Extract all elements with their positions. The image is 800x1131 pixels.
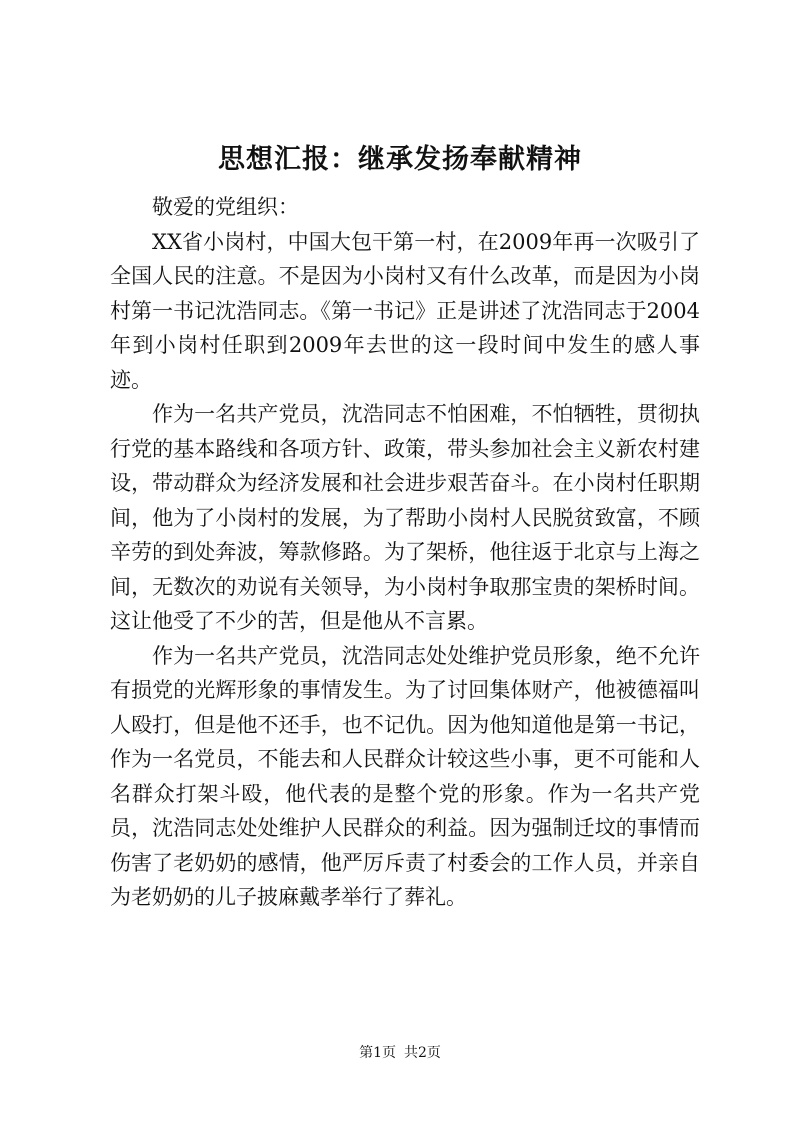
- paragraph-1: XX省小岗村，中国大包干第一村，在2009年再一次吸引了全国人民的注意。不是因为小岗村又有什么改革，而是因为小岗村第一书记沈浩同志。《第一书记》正是讲述了沈浩同志于2004年到小岗村任职到2009年去世的这一段时间中发生的感人事迹。: [110, 229, 700, 392]
- paragraph-2: 作为一名共产党员，沈浩同志不怕困难，不怕牺牲，贯彻执行党的基本路线和各项方针、政策，带头参加社会主义新农村建设，带动群众为经济发展和社会进步艰苦奋斗。在小岗村任职期间，他为了小岗村的发展，为了帮助小岗村人民脱贫致富，不顾辛劳的到处奔波，筹款修路。为了架桥，他往返于北京与上海之间，无数次的劝说有关领导，为小岗村争取那宝贵的架桥时间。这让他受了不少的苦，但是他从不言累。: [110, 402, 700, 633]
- page-number-total: 共2页: [404, 1045, 441, 1061]
- document-body: [110, 190, 700, 915]
- page-number-current: 第1页: [359, 1045, 396, 1061]
- page-footer: [0, 1043, 800, 1063]
- paragraph-3: 作为一名共产党员，沈浩同志处处维护党员形象，绝不允许有损党的光辉形象的事情发生。为了讨回集体财产，他被德福叫人殴打，但是他不还手，也不记仇。因为他知道他是第一书记，作为一名党员，不能去和人民群众计较这些小事，更不可能和人名群众打架斗殴，他代表的是整个党的形象。作为一名共产党员，沈浩同志处处维护人民群众的利益。因为强制迁坟的事情而伤害了老奶奶的感情，他严厉斥责了村委会的工作人员，并亲自为老奶奶的儿子披麻戴孝举行了葬礼。: [110, 643, 700, 909]
- salutation: 敬爱的党组织：: [152, 195, 299, 219]
- document-title: 思想汇报：继承发扬奉献精神: [218, 144, 582, 175]
